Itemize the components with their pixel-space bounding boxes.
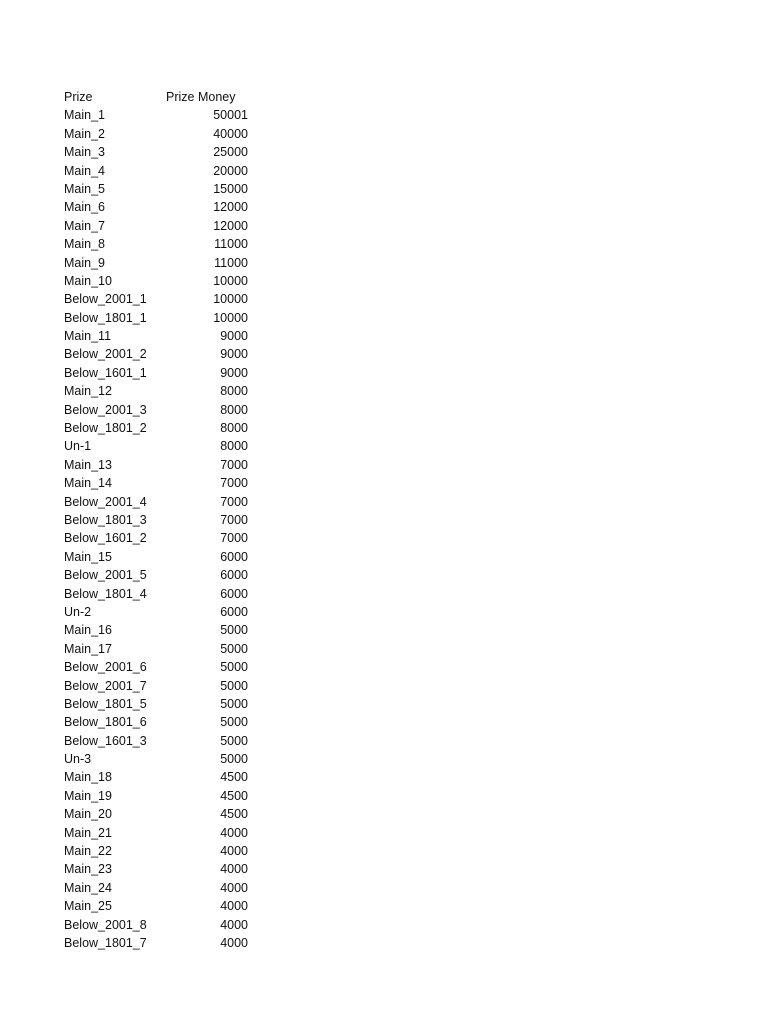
prize-cell: Below_2001_6 [64, 660, 147, 675]
prize-cell: Main_24 [64, 880, 112, 895]
table-row [64, 198, 248, 216]
prize-money-cell: 10000 [213, 292, 248, 307]
table-row [64, 621, 248, 639]
prize-cell: Below_1601_3 [64, 733, 147, 748]
prize-money-cell: 8000 [220, 384, 248, 399]
prize-money-cell: 7000 [220, 531, 248, 546]
table-row [64, 290, 248, 308]
table-row [64, 566, 248, 584]
prize-money-cell: 9000 [220, 329, 248, 344]
table-row [64, 235, 248, 253]
prize-money-cell: 25000 [213, 145, 248, 160]
table-row [64, 456, 248, 474]
prize-money-cell: 7000 [220, 512, 248, 527]
prize-cell: Below_1801_5 [64, 696, 147, 711]
prize-money-cell: 5000 [220, 678, 248, 693]
prize-cell: Below_1601_2 [64, 531, 147, 546]
prize-cell: Un-3 [64, 752, 92, 767]
prize-cell: Main_12 [64, 384, 112, 399]
prize-cell: Main_23 [64, 862, 112, 877]
prize-money-cell: 8000 [220, 402, 248, 417]
table-row [64, 824, 248, 842]
table-row [64, 493, 248, 511]
prize-cell: Main_8 [64, 237, 105, 252]
prize-cell: Main_5 [64, 181, 105, 196]
prize-money-cell: 4000 [220, 917, 248, 932]
prize-money-cell: 8000 [220, 439, 248, 454]
prize-money-cell: 9000 [220, 347, 248, 362]
prize-money-cell: 4500 [220, 788, 248, 803]
prize-cell: Main_13 [64, 457, 112, 472]
prize-money-cell: 50001 [213, 108, 248, 123]
prize-cell: Main_10 [64, 273, 112, 288]
prize-cell: Below_1801_1 [64, 310, 147, 325]
prize-money-cell: 10000 [213, 310, 248, 325]
prize-money-cell: 4500 [220, 770, 248, 785]
table-row [64, 180, 248, 198]
prize-money-cell: 11000 [214, 255, 248, 270]
prize-money-cell: 6000 [220, 549, 248, 564]
table-row [64, 162, 248, 180]
prize-cell: Main_19 [64, 788, 112, 803]
prize-cell: Below_2001_4 [64, 494, 147, 509]
prize-cell: Main_11 [64, 329, 112, 344]
table-row [64, 401, 248, 419]
table-row [64, 916, 248, 934]
table-header-row [64, 88, 248, 106]
prize-table [64, 88, 248, 952]
prize-money-cell: 10000 [213, 273, 248, 288]
prize-cell: Main_25 [64, 899, 112, 914]
table-row [64, 695, 248, 713]
prize-money-cell: 4500 [220, 807, 248, 822]
table-row [64, 787, 248, 805]
prize-cell: Below_2001_8 [64, 917, 147, 932]
prize-money-cell: 8000 [220, 421, 248, 436]
prize-money-cell: 4000 [220, 880, 248, 895]
prize-cell: Main_21 [64, 825, 112, 840]
prize-cell: Below_2001_5 [64, 568, 147, 583]
table-row [64, 768, 248, 786]
prize-money-cell: 4000 [220, 825, 248, 840]
table-row [64, 511, 248, 529]
prize-cell: Un-2 [64, 604, 92, 619]
table-row [64, 897, 248, 915]
prize-cell: Main_3 [64, 145, 105, 160]
prize-money-cell: 5000 [220, 623, 248, 638]
table-row [64, 327, 248, 345]
table-row [64, 309, 248, 327]
prize-money-cell: 7000 [220, 494, 248, 509]
table-row [64, 860, 248, 878]
prize-money-cell: 5000 [220, 641, 248, 656]
prize-money-cell: 12000 [213, 218, 248, 233]
prize-cell: Main_16 [64, 623, 112, 638]
table-row [64, 658, 248, 676]
prize-cell: Main_9 [64, 255, 105, 270]
prize-cell: Main_2 [64, 126, 105, 141]
prize-cell: Below_2001_7 [64, 678, 147, 693]
table-row [64, 254, 248, 272]
prize-cell: Below_1801_4 [64, 586, 147, 601]
table-row [64, 713, 248, 731]
prize-money-cell: 5000 [220, 752, 248, 767]
prize-money-cell: 5000 [220, 733, 248, 748]
prize-money-cell: 11000 [214, 237, 248, 252]
prize-cell: Below_1801_3 [64, 512, 147, 527]
prize-cell: Main_6 [64, 200, 105, 215]
table-row [64, 272, 248, 290]
prize-cell: Main_4 [64, 163, 105, 178]
table-row [64, 603, 248, 621]
table-row [64, 345, 248, 363]
prize-money-cell: 9000 [220, 365, 248, 380]
prize-money-cell: 5000 [220, 660, 248, 675]
prize-cell: Below_2001_2 [64, 347, 147, 362]
prize-cell: Main_18 [64, 770, 112, 785]
table-row [64, 364, 248, 382]
table-row [64, 732, 248, 750]
table-row [64, 585, 248, 603]
prize-cell: Main_14 [64, 476, 112, 491]
prize-money-cell: 4000 [220, 862, 248, 877]
prize-money-cell: 20000 [213, 163, 248, 178]
prize-cell: Main_7 [64, 218, 105, 233]
prize-cell: Below_1801_7 [64, 935, 147, 950]
prize-money-cell: 6000 [220, 604, 248, 619]
table-row [64, 805, 248, 823]
table-row [64, 419, 248, 437]
table-row [64, 548, 248, 566]
prize-cell: Main_15 [64, 549, 112, 564]
table-row [64, 879, 248, 897]
prize-cell: Below_2001_3 [64, 402, 147, 417]
prize-money-cell: 4000 [220, 899, 248, 914]
prize-money-cell: 5000 [220, 696, 248, 711]
prize-money-cell: 15000 [213, 181, 248, 196]
prize-cell: Un-1 [64, 439, 92, 454]
table-row [64, 677, 248, 695]
table-row [64, 842, 248, 860]
table-row [64, 437, 248, 455]
prize-cell: Below_1801_6 [64, 715, 147, 730]
table-row [64, 529, 248, 547]
table-row [64, 640, 248, 658]
prize-cell: Main_22 [64, 844, 112, 859]
header-prize-money: Prize Money [166, 90, 236, 104]
table-row [64, 382, 248, 400]
prize-cell: Below_1601_1 [64, 365, 147, 380]
prize-money-cell: 6000 [220, 568, 248, 583]
header-prize: Prize [64, 90, 93, 104]
prize-money-cell: 7000 [220, 476, 248, 491]
prize-money-cell: 4000 [220, 935, 248, 950]
prize-cell: Main_1 [64, 108, 105, 123]
prize-money-cell: 6000 [220, 586, 248, 601]
prize-money-cell: 40000 [213, 126, 248, 141]
prize-money-cell: 12000 [213, 200, 248, 215]
table-row [64, 217, 248, 235]
prize-cell: Below_1801_2 [64, 421, 147, 436]
prize-cell: Below_2001_1 [64, 292, 147, 307]
prize-money-cell: 5000 [220, 715, 248, 730]
table-body [64, 106, 248, 952]
table-row [64, 934, 248, 952]
prize-cell: Main_17 [64, 641, 112, 656]
table-row [64, 125, 248, 143]
prize-money-cell: 4000 [220, 844, 248, 859]
table-row [64, 474, 248, 492]
prize-cell: Main_20 [64, 807, 112, 822]
table-row [64, 106, 248, 124]
table-row [64, 750, 248, 768]
prize-money-cell: 7000 [220, 457, 248, 472]
table-row [64, 143, 248, 161]
